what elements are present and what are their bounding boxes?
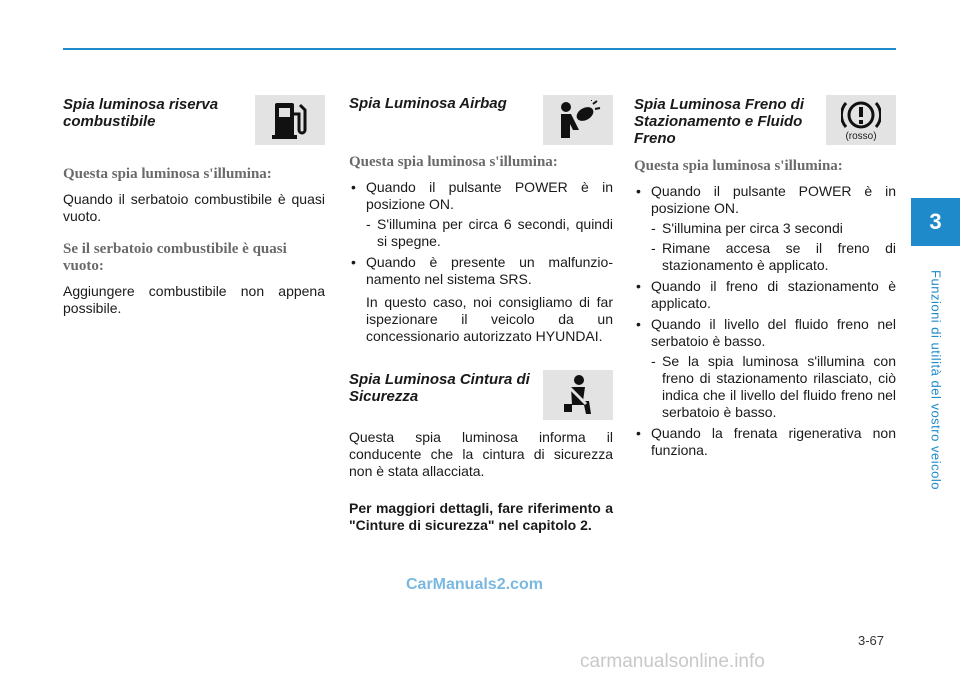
section-header (349, 92, 613, 150)
paragraph: Quando il serbatoio combustibile è quasi vuoto. (63, 191, 325, 224)
list-item (634, 183, 896, 274)
section-header (634, 92, 896, 154)
subheading: Questa spia luminosa s'illumina: (634, 158, 843, 174)
airbag-list (349, 179, 613, 345)
icon-caption: (rosso) (845, 131, 877, 142)
column-fuel-warning (63, 92, 325, 325)
top-rule (63, 48, 896, 50)
paragraph: Aggiungere combustibile non appena possibile. (63, 283, 325, 316)
list-item-text: Quando il pulsante POWER è in posizione ON. (366, 179, 613, 212)
list-subitem: - Se la spia luminosa s'illumina con freno di stazionamento rilasciato, ciò indica che il livello del fluido freno nel serbatoio è basso. (634, 353, 896, 421)
subheading: Questa spia luminosa s'illumina: (349, 154, 558, 170)
section-title: Spia Luminosa Freno di Stazionamento e Fluido Freno (634, 96, 805, 147)
fuel-pump-icon (255, 95, 325, 145)
section-header (349, 367, 613, 425)
column-brake-warning (634, 92, 896, 463)
list-item-text: Quando il livello del fluido freno nel serbatoio è basso. (651, 316, 896, 349)
list-item (634, 278, 896, 312)
reference-note: Per maggiori dettagli, fare riferimento a "Cinture di sicurezza" nel capitolo 2. (349, 500, 613, 533)
brake-list (634, 183, 896, 459)
column-airbag-seatbelt (349, 92, 613, 542)
list-subitem: - S'illumina per circa 3 secondi (634, 220, 896, 237)
list-item (349, 254, 613, 345)
brake-warning-icon (826, 95, 896, 145)
section-title: Spia luminosa riserva combustibile (63, 96, 219, 130)
page-number: 3-67 (858, 633, 885, 648)
chapter-tab[interactable]: 3 (911, 198, 960, 246)
list-item-text: Quando il pulsante POWER è in posizione ON. (651, 183, 896, 216)
list-item-text: Quando è presente un malfunzio-namento nel sistema SRS. (366, 254, 613, 287)
airbag-icon (543, 95, 613, 145)
section-header (63, 92, 325, 150)
list-item (349, 179, 613, 250)
list-item-text: Quando il freno di stazionamento è applicato. (651, 278, 896, 311)
chapter-label: Funzioni di utilità del vostro veicolo (928, 270, 944, 490)
paragraph: Questa spia luminosa informa il conducente che la cintura di sicurezza non è stata allacciata. (349, 429, 613, 479)
watermark: carmanualsonline.info (580, 651, 765, 672)
list-subitem: - Rimane accesa se il freno di stazionamento è applicato. (634, 240, 896, 274)
list-note: In questo caso, noi consigliamo di far ispezionare il veicolo da un concessionario autorizzato HYUNDAI. (366, 294, 613, 344)
subheading: Questa spia luminosa s'illumina: (63, 166, 272, 182)
section-title: Spia Luminosa Airbag (349, 95, 507, 112)
list-item (634, 316, 896, 421)
watermark: CarManuals2.com (406, 576, 543, 593)
section-title: Spia Luminosa Cintura di Sicurezza (349, 371, 530, 405)
list-item (634, 425, 896, 459)
list-subitem: - S'illumina per circa 6 secondi, quindi si spegne. (349, 216, 613, 250)
seatbelt-icon (543, 370, 613, 420)
subheading: Se il serbatoio combustibile è quasi vuoto: (63, 241, 287, 274)
list-item-text: Quando la frenata rigenerativa non funziona. (651, 425, 896, 458)
